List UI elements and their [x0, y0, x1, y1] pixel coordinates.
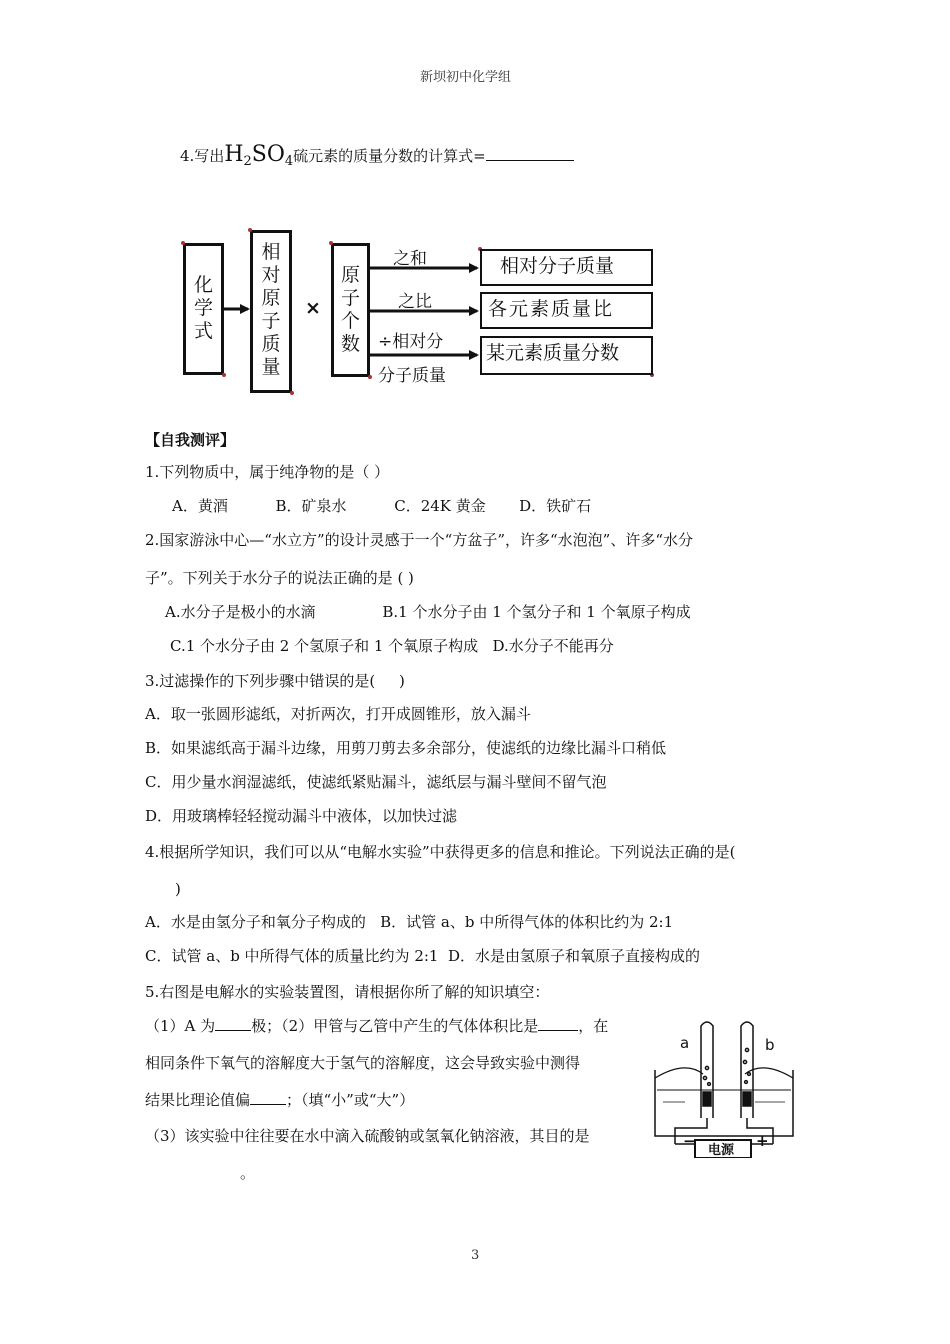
tube-label-a: a [680, 1034, 690, 1052]
box-relative-atomic-mass-text: 相对原子质量 [261, 241, 281, 378]
label-divide-line2: 分子质量 [378, 366, 446, 386]
multiply-sign: × [305, 297, 321, 319]
tank [655, 1070, 793, 1136]
result-mass-fraction [480, 336, 653, 375]
q2-options-ab: A.水分子是极小的水滴 B.1 个水分子由 1 个氢分子和 1 个氧原子构成 [165, 603, 691, 621]
formula-so: SO [251, 142, 285, 167]
q3-option-a: A．取一张圆形滤纸，对折两次，打开成圆锥形，放入漏斗 [145, 705, 531, 723]
power-label: 电源 [708, 1143, 735, 1158]
q4-stem-line1: 4.根据所学知识，我们可以从“电解水实验”中获得更多的信息和推论。下列说法正确的是( [145, 843, 736, 861]
formula-suffix: 硫元素的质量分数的计算式= [293, 147, 486, 165]
q5-line1-part-c: ，在 [578, 1017, 609, 1035]
page-header: 新坝初中化学组 [420, 70, 512, 85]
result-molecular-mass-text: 相对分子质量 [500, 255, 615, 277]
q1-stem: 1.下列物质中，属于纯净物的是（ ） [145, 463, 390, 481]
q5-line1-part-b: 极；（2）甲管与乙管中产生的气体体积比是 [251, 1017, 539, 1035]
q3-option-c: C．用少量水润湿滤纸，使滤纸紧贴漏斗，滤纸层与漏斗壁间不留气泡 [145, 773, 607, 791]
plus-terminal: + [756, 1132, 769, 1150]
label-divide-line1: ÷相对分 [378, 332, 444, 352]
q3-option-d: D．用玻璃棒轻轻搅动漏斗中液体，以加快过滤 [145, 807, 458, 825]
q5-line4: （3）该实验中往往要在水中滴入硫酸钠或氢氧化钠溶液，其目的是 [145, 1127, 590, 1145]
q5-line1-part-a: （1）A 为 [145, 1017, 216, 1035]
formula-sub2: 2 [243, 154, 252, 169]
q5-line5: 。 [240, 1164, 256, 1182]
electrolysis-apparatus [645, 1018, 805, 1158]
formula-h: H [224, 142, 244, 167]
q4-stem-line2: ) [175, 880, 181, 898]
q5-line3 [145, 1090, 414, 1110]
q5-line1 [145, 1016, 608, 1036]
box-atom-count [331, 243, 370, 377]
q2-options-cd: C.1 个水分子由 2 个氢原子和 1 个氧原子构成 D.水分子不能再分 [170, 637, 614, 655]
box-chemical-formula-text: 化学式 [193, 274, 213, 342]
formula-sub4: 4 [284, 154, 294, 169]
q5-line3-part-b: ；（填“小”或“大”） [286, 1091, 415, 1109]
label-ratio: 之比 [398, 292, 432, 312]
q5-blank-volume-ratio[interactable] [538, 1030, 578, 1031]
result-mass-fraction-text: 某元素质量分数 [486, 342, 620, 364]
box-chemical-formula [183, 243, 224, 375]
result-mass-ratio-text: 各元素质量比 [488, 298, 615, 320]
result-mass-ratio [480, 292, 653, 329]
q5-line2: 相同条件下氧气的溶解度大于氢气的溶解度，这会导致实验中测得 [145, 1054, 581, 1072]
q3-stem: 3.过滤操作的下列步骤中错误的是( ) [145, 672, 405, 690]
q5-line3-part-a: 结果比理论值偏 [145, 1091, 251, 1109]
q2-stem-line2: 子”。下列关于水分子的说法正确的是 ( ) [145, 569, 414, 587]
formula-prefix: 4.写出 [180, 147, 225, 165]
q5-stem: 5.右图是电解水的实验装置图，请根据你所了解的知识填空： [145, 983, 550, 1001]
box-atom-count-text: 原子个数 [340, 264, 360, 355]
formula-question [180, 142, 574, 175]
q2-stem-line1: 2.国家游泳中心—“水立方”的设计灵感于一个“方盆子”，许多“水泡泡”、许多“水分 [145, 531, 693, 549]
q4-options-ab: A．水是由氢分子和氧分子构成的 B．试管 a、b 中所得气体的体积比约为 2:1 [145, 913, 674, 931]
label-sum: 之和 [393, 249, 427, 269]
q3-option-b: B．如果滤纸高于漏斗边缘，用剪刀剪去多余部分，使滤纸的边缘比漏斗口稍低 [145, 739, 667, 757]
q4-options-cd: C．试管 a、b 中所得气体的质量比约为 2:1 D．水是由氢原子和氧原子直接构成的 [145, 947, 701, 965]
section-title: 【自我测评】 [145, 431, 236, 449]
box-relative-atomic-mass [250, 230, 292, 393]
q1-options: A．黄酒 B．矿泉水 C．24K 黄金 D．铁矿石 [172, 497, 592, 515]
q5-blank-result[interactable] [250, 1104, 286, 1105]
q5-blank-electrode[interactable] [215, 1030, 251, 1031]
result-molecular-mass [480, 249, 653, 286]
answer-blank[interactable] [486, 160, 574, 161]
minus-terminal: − [683, 1132, 696, 1150]
tube-label-b: b [765, 1036, 775, 1054]
page-number: 3 [471, 1248, 480, 1263]
